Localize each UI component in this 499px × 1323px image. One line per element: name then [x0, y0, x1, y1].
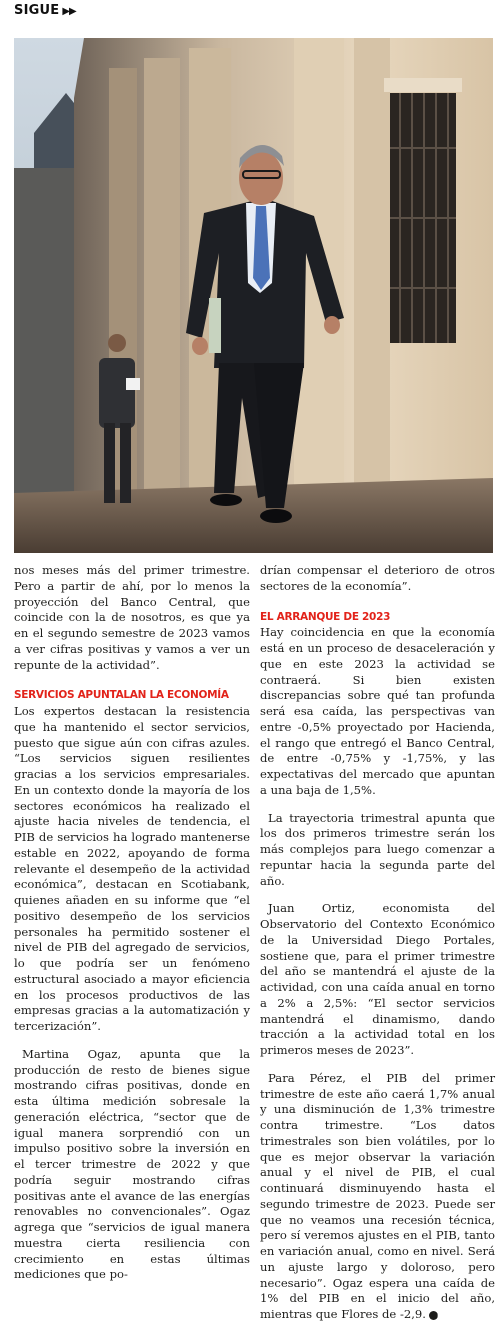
continues-text: SIGUE: [14, 3, 60, 18]
article-photo: [14, 38, 493, 553]
paragraph: nos meses más del primer trimestre. Pero a partir de ahí, por lo menos la proyección del Banco Central, que coincide con la de nosotros, es que ya en el segundo semestre de 2023 vamos a ver cifras positivas y vamos a ver un repunte de la actividad”.: [14, 563, 250, 672]
paragraph: Martina Ogaz, apunta que la producción de resto de bienes sigue mostrando cifras positivas, donde en esta última medición sobresale la generación eléctrica, “sector que de igual manera sorprendió con un impulso positivo sobre la inversión en el tercer trimestre de 2022 y que podría seguir mostrando cifras positivas ante el avance de las energías renovables no convencionales”. Ogaz agrega que “servicios de igual manera muestra cierta resiliencia con crecimiento en estas últimas mediciones que po-: [14, 1046, 250, 1282]
right-column: [260, 563, 495, 1323]
left-column: [14, 563, 250, 1283]
paragraph-text: Para Pérez, el PIB del primer trimestre de este año caerá 1,7% anual y una disminución de 1,3% trimestre contra trimestre. “Los datos trimestrales son bien volátiles, por lo que es mejor observar la variación anual y el nivel de PIB, el cual continuará disminuyendo hasta el segundo trimestre de 2023. Puede ser que no veamos una recesión técnica, pero sí veremos ajustes en el PIB, tanto en variación anual, como en nivel. Será un ajuste largo y doloroso, pero necesario”. Ogaz espera una caída de 1% del PIB en el inicio del año, mientras que Flores de -2,9.: [260, 1070, 495, 1321]
section-heading: EL ARRANQUE DE 2023: [260, 610, 391, 623]
paragraph: Hay coincidencia en que la economía está en un proceso de desaceleración y que en este 2023 la actividad se contraerá. Si bien existen discrepancias sobre qué tan profunda será esa caída, las perspectivas van entre -0,5% proyectado por Hacienda, el rango que entregó el Banco Central, de entre -0,75% y -1,75%, y las expectativas del mercado que apuntan a una baja de 1,5%.: [260, 625, 495, 797]
end-of-article-icon: P: [429, 1311, 438, 1320]
paragraph: [260, 1071, 495, 1323]
paragraph: drían compensar el deterioro de otros sectores de la economía”.: [260, 563, 495, 593]
section-heading: SERVICIOS APUNTALAN LA ECONOMÍA: [14, 689, 229, 702]
double-arrow-icon: ▶▶: [62, 6, 76, 17]
continues-label: [14, 3, 76, 18]
paragraph: La trayectoria trimestral apunta que los dos primeros trimestre serán los más complejos para luego comenzar a repuntar hacia la segunda parte del año.: [260, 810, 495, 888]
paragraph: Los expertos destacan la resistencia que ha mantenido el sector servicios, puesto que sigue aún con cifras azules. “Los servicios siguen resilientes gracias a los servicios empresariales. En un contexto donde la mayoría de los sectores económicos ha realizado el ajuste hacia niveles de tendencia, el PIB de servicios ha logrado mantenerse estable en 2022, apoyando de forma relevante el desempeño de la actividad económica”, destacan en Scotiabank, quienes añaden en su informe que “el positivo desempeño de los servicios personales ha permitido sostener el nivel de PIB del agregado de servicios, lo que podría ser un fenómeno estructural asociado a mayor eficiencia en los procesos productivos de las empresas gracias a la automatización y tercerización”.: [14, 704, 250, 1033]
photo-man-walking-with-folder: [14, 38, 493, 553]
paragraph: Juan Ortiz, economista del Observatorio del Contexto Económico de la Universidad Diego Portales, sostiene que, para el primer trimestre del año se mantendrá el ajuste de la actividad, con una caída anual en torno a 2% a 2,5%: “El sector servicios mantendrá el dinamismo, dando tracción a la actividad total en los primeros meses de 2023”.: [260, 901, 495, 1057]
